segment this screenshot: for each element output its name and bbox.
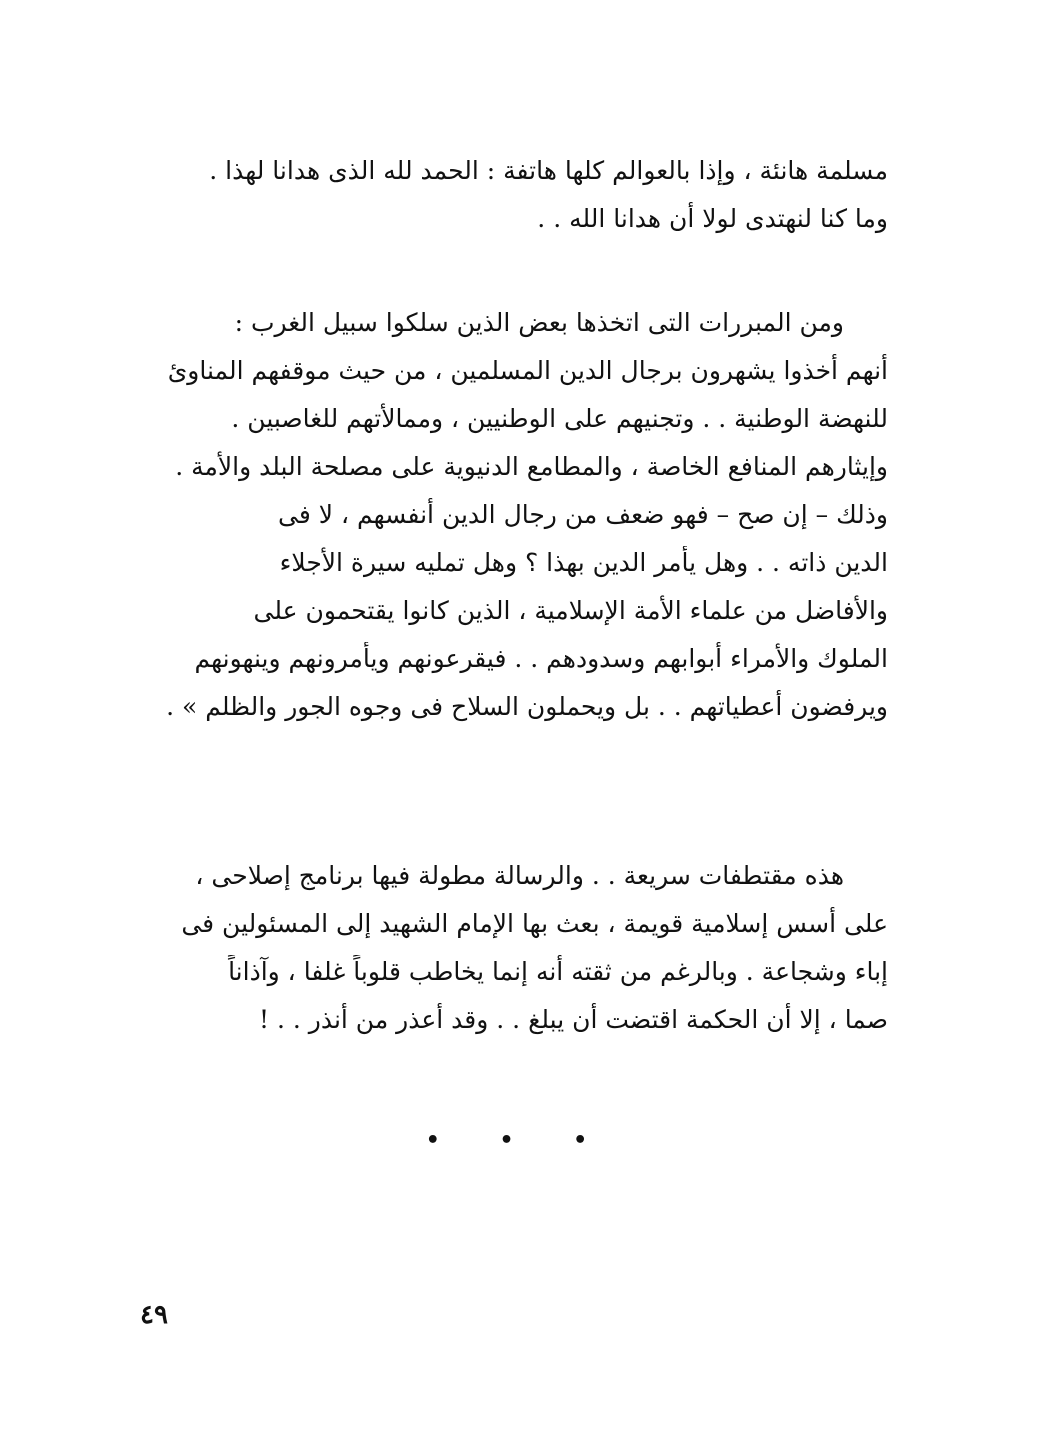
paragraph-line: صما ، إلا أن الحكمة اقتضت أن يبلغ . . وقد أعذر من أنذر . . ! [258, 1005, 888, 1034]
paragraph-line: الملوك والأمراء أبوابهم وسدودهم . . فيقرعونهم ويأمرونهم وينهونهم [194, 644, 888, 673]
paragraph-line: الدين ذاته . . وهل يأمر الدين بهذا ؟ وهل تمليه سيرة الأجلاء [279, 548, 888, 577]
paragraph-line: على أسس إسلامية قويمة ، بعث بها الإمام الشهيد إلى المسئولين فى [181, 909, 888, 938]
paragraph-line: وذلك – إن صح – فهو ضعف من رجال الدين أنفسهم ، لا فى [278, 500, 888, 529]
section-separator: • • • [425, 1128, 614, 1153]
paragraph-line: ومن المبررات التى اتخذها بعض الذين سلكوا سبيل الغرب : [234, 308, 844, 337]
paragraph-3 [128, 859, 888, 1051]
paragraph-line: والأفاضل من علماء الأمة الإسلامية ، الذين كانوا يقتحمون على [253, 596, 888, 625]
paragraph-1 [128, 154, 888, 250]
paragraph-line: إباء وشجاعة . وبالرغم من ثقته أنه إنما يخاطب قلوباً غلفا ، وآذاناً [228, 957, 888, 986]
paragraph-line: مسلمة هانئة ، وإذا بالعوالم كلها هاتفة : الحمد لله الذى هدانا لهذا . [209, 156, 888, 185]
paragraph-2 [128, 306, 888, 738]
paragraph-line: وما كنا لنهتدى لولا أن هدانا الله . . [537, 204, 888, 233]
paragraph-line: للنهضة الوطنية . . وتجنيهم على الوطنيين ، وممالأتهم للغاصبين . [231, 404, 888, 433]
paragraph-line: وإيثارهم المنافع الخاصة ، والمطامع الدنيوية على مصلحة البلد والأمة . [175, 452, 888, 481]
paragraph-line: أنهم أخذوا يشهرون برجال الدين المسلمين ، من حيث موقفهم المناوئ [167, 356, 888, 385]
paragraph-line: ويرفضون أعطياتهم . . بل ويحملون السلاح فى وجوه الجور والظلم » . [166, 692, 888, 721]
paragraph-line: هذه مقتطفات سريعة . . والرسالة مطولة فيها برنامج إصلاحى ، [195, 861, 844, 890]
page-number: ٤٩ [140, 1300, 168, 1330]
